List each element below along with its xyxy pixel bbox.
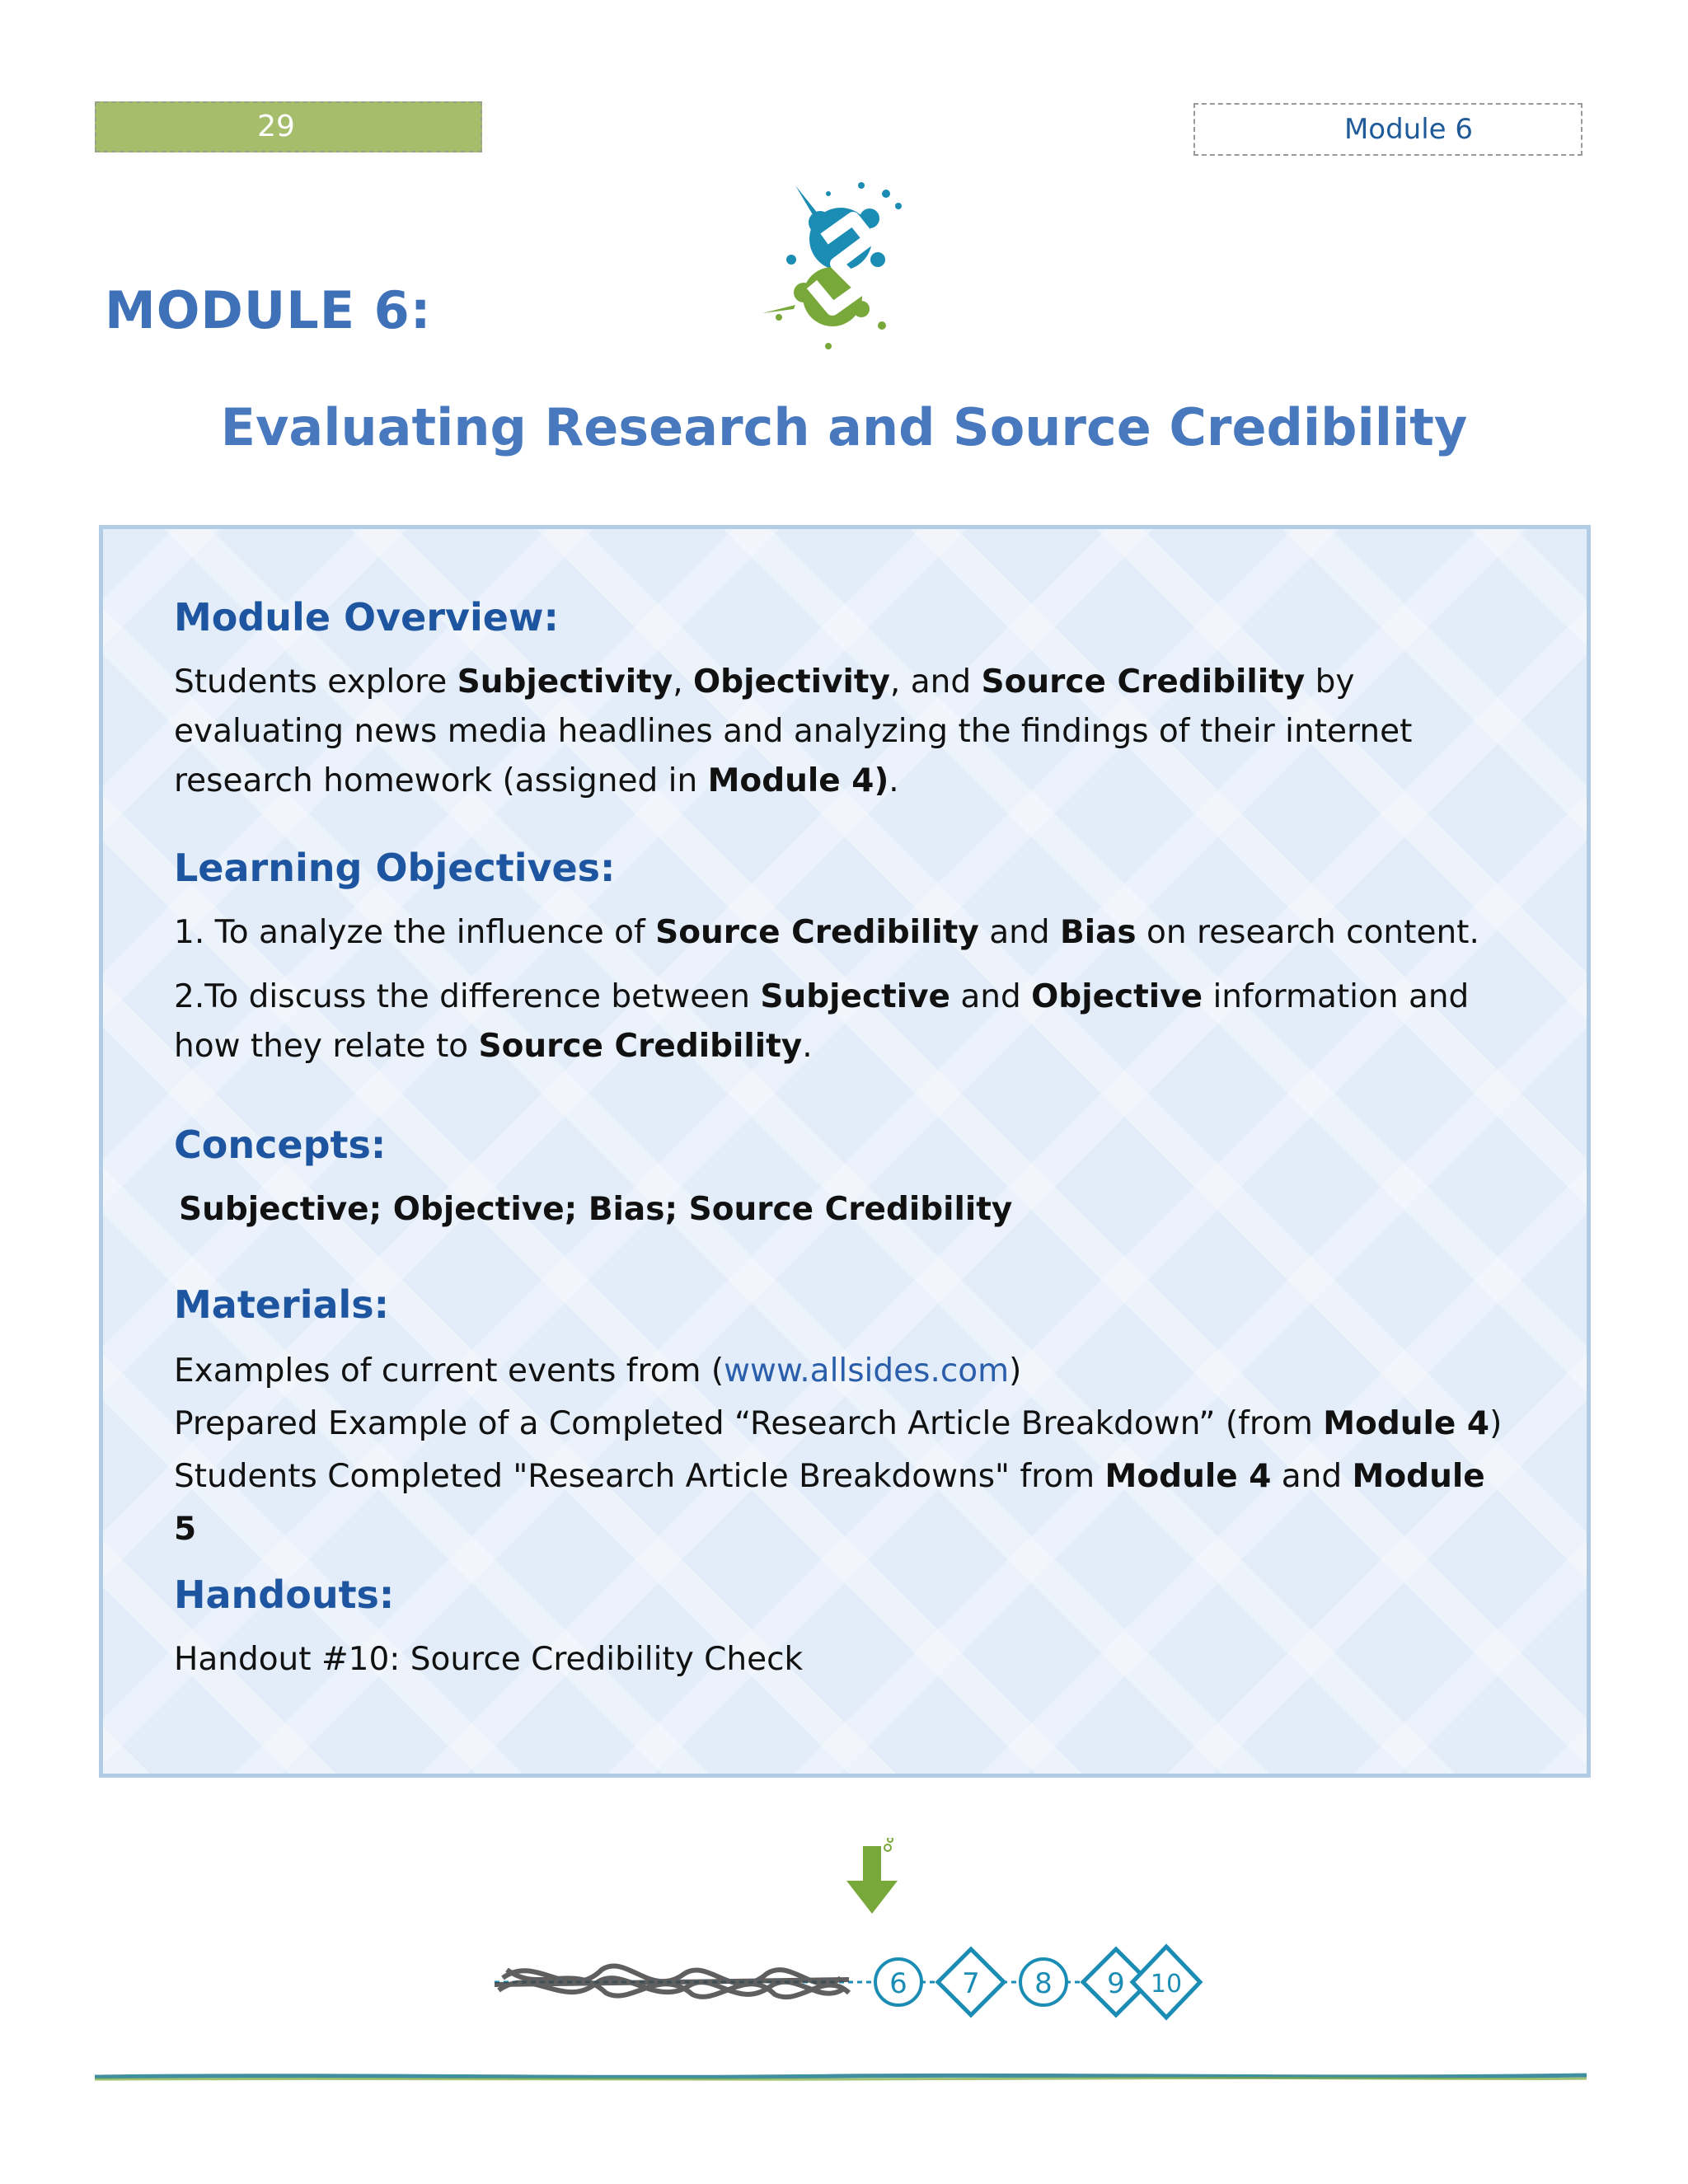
material-item-3 <box>174 1451 1504 1556</box>
text-run: . <box>889 762 899 799</box>
module-progress-track <box>486 1929 1203 2036</box>
step-label: 8 <box>1034 1967 1053 2000</box>
text-run: Examples of current events from ( <box>174 1352 724 1390</box>
text-run: and <box>978 914 1061 951</box>
bold-term: Objectivity <box>693 663 890 701</box>
step-label: 6 <box>889 1967 907 2000</box>
splash-logo-icon <box>746 161 935 363</box>
text-run: , and <box>889 663 982 701</box>
module-label: MODULE 6: <box>105 280 432 340</box>
module-step-10 <box>1132 1947 1200 2018</box>
text-run: Students explore <box>174 663 457 701</box>
handouts-heading: Handouts: <box>174 1572 395 1617</box>
step-label: 9 <box>1107 1967 1125 2000</box>
bold-term: Module 4 <box>1104 1458 1272 1495</box>
handout-item: Handout #10: Source Credibility Check <box>174 1641 804 1678</box>
step-label: 10 <box>1150 1970 1183 1999</box>
text-run: and <box>1271 1458 1353 1495</box>
text-run: 2.To discuss the difference between <box>174 978 761 1015</box>
text-run: by evaluating news media headlines and analyzing the findings of their internet research homework (assigned in <box>174 663 1413 799</box>
footer-divider <box>95 2069 1587 2085</box>
text-run: Prepared Example of a Completed “Research Article Breakdown” (from <box>174 1405 1324 1442</box>
bold-term: Source Credibility <box>478 1028 803 1065</box>
text-run: on research content. <box>1136 914 1479 951</box>
text-run: , <box>673 663 694 701</box>
objective-item-2 <box>174 972 1504 1071</box>
module-step-8 <box>1020 1959 1067 2005</box>
text-run: Students Completed "Research Article Breakdowns" from <box>174 1458 1105 1495</box>
module-summary-box <box>99 525 1591 1778</box>
text-run: ) <box>1009 1352 1022 1390</box>
text-run: 1. To analyze the influence of <box>174 914 656 951</box>
material-item-1 <box>174 1345 1504 1398</box>
objective-item-1 <box>174 908 1504 958</box>
text-run: . <box>802 1028 813 1065</box>
current-module-arrow-icon <box>845 1838 903 1920</box>
completed-modules-scribble <box>495 1966 849 1998</box>
bold-term: Module 4) <box>707 762 889 799</box>
bold-term: Subjective <box>760 978 950 1015</box>
module-step-6 <box>875 1959 921 2005</box>
bold-term: Subjectivity <box>457 663 673 701</box>
allsides-link[interactable]: www.allsides.com <box>724 1352 1010 1390</box>
overview-text <box>174 658 1504 806</box>
module-step-7 <box>938 1949 1004 2015</box>
bold-term: Objective <box>1031 978 1203 1015</box>
bold-term: Bias <box>1060 914 1137 951</box>
text-run: ) <box>1489 1405 1503 1442</box>
materials-heading: Materials: <box>174 1282 390 1327</box>
text-run: information and how they relate to <box>174 978 1470 1065</box>
bold-term: Module 5 <box>174 1458 1485 1548</box>
objectives-heading: Learning Objectives: <box>174 846 616 890</box>
text-run: and <box>950 978 1032 1015</box>
concepts-list: Subjective; Objective; Bias; Source Credibility <box>179 1191 1013 1228</box>
overview-heading: Module Overview: <box>174 595 559 640</box>
page-number: 29 <box>95 101 482 152</box>
module-tag: Module 6 <box>1193 103 1582 156</box>
step-label: 7 <box>962 1967 980 2000</box>
material-item-2 <box>174 1398 1504 1451</box>
bold-term: Module 4 <box>1323 1405 1490 1442</box>
bold-term: Source Credibility <box>655 914 979 951</box>
concepts-heading: Concepts: <box>174 1122 387 1167</box>
bold-term: Source Credibility <box>981 663 1306 701</box>
module-title: Evaluating Research and Source Credibility <box>220 397 1468 457</box>
